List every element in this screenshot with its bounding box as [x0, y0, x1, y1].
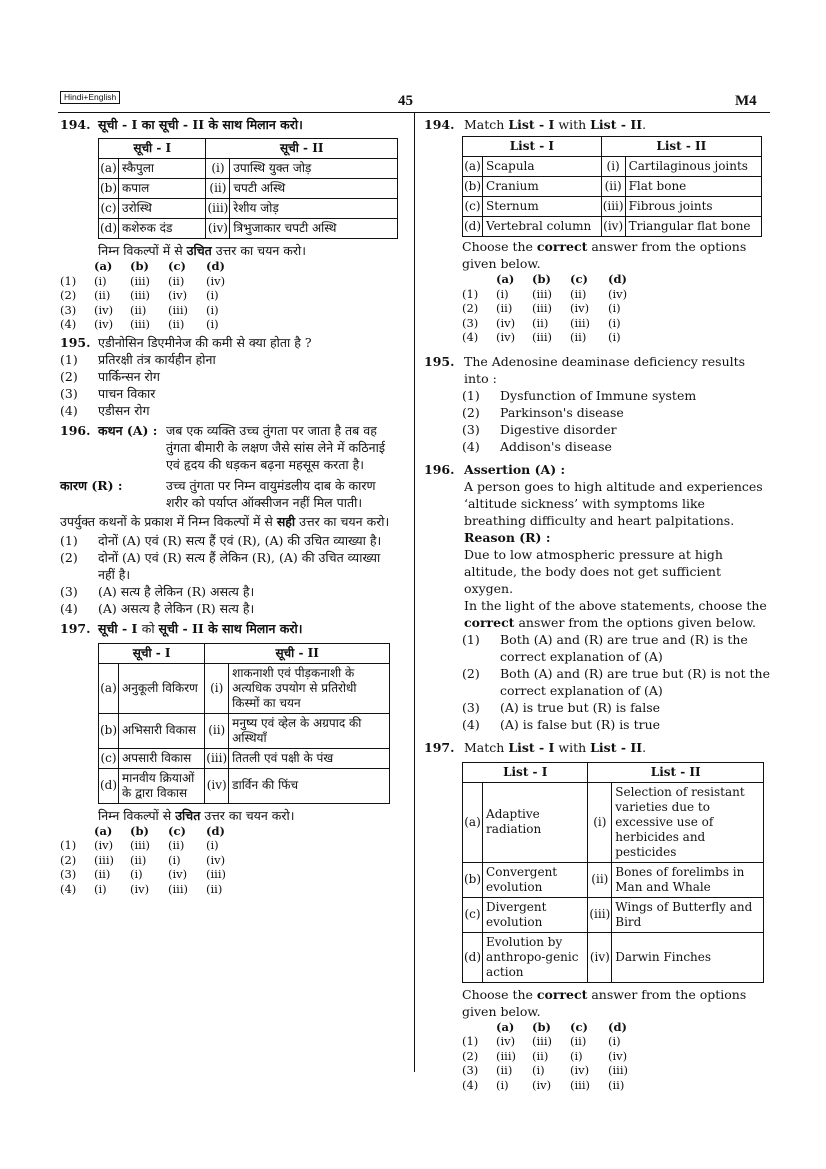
row-label: (a) [99, 159, 119, 179]
option-header: (c) [570, 1019, 588, 1034]
question-197-hi [60, 620, 400, 897]
choice-text: Dysfunction of Immune system [500, 387, 697, 403]
row-text: Flat bone [625, 177, 761, 197]
row-text: उपास्थि युक्त जोड़ [230, 159, 398, 179]
option-value: (ii) [570, 286, 587, 301]
option-value: (iii) [532, 330, 553, 344]
choice-number: (2) [60, 368, 78, 384]
question-194-en [424, 116, 770, 133]
option-header: (a) [496, 272, 515, 286]
row-label: (c) [463, 897, 483, 932]
option-value: (ii) [532, 315, 549, 330]
option-header: (d) [608, 272, 627, 286]
row-label: (a) [463, 157, 483, 177]
row-label: (b) [463, 177, 483, 197]
choice-text: (A) सत्य है लेकिन (R) असत्य है। [98, 583, 255, 599]
match-table [98, 643, 390, 804]
instruction: निम्न विकल्पों से उचित उत्तर का चयन करो। [98, 807, 295, 823]
option-value: (i) [608, 1034, 621, 1048]
reason-label: Reason (R) : [464, 529, 551, 545]
option-value: (i) [206, 288, 219, 302]
option-value: (iii) [532, 286, 553, 301]
option-value: (ii) [94, 867, 111, 881]
instruction: निम्न विकल्पों में से उचित उत्तर का चयन करो। [98, 243, 306, 258]
option-value: (iv) [130, 881, 150, 896]
answer-choice[interactable] [462, 404, 770, 421]
option-number[interactable]: (2) [462, 1048, 479, 1063]
table-row [463, 177, 762, 197]
option-header: (a) [94, 823, 113, 838]
option-number[interactable]: (1) [60, 273, 77, 288]
option-value: (iii) [130, 838, 151, 852]
option-value: (iii) [570, 1077, 591, 1092]
row-text: Cartilaginous joints [625, 157, 761, 177]
question-196-hi [60, 422, 400, 473]
answer-options [462, 1020, 770, 1093]
option-header [60, 259, 94, 274]
answer-choice[interactable] [462, 665, 770, 699]
option-value: (iii) [532, 301, 553, 315]
row-text: Selection of resistant varieties due to excessive use of herbicides and pesticides [612, 782, 764, 862]
option-value: (iv) [206, 852, 226, 867]
answer-choice[interactable] [462, 716, 770, 733]
option-value: (iv) [608, 286, 628, 301]
choice-text: Both (A) and (R) are true and (R) is the correct explanation of (A) [500, 631, 748, 664]
match-table [462, 136, 762, 237]
choice-text: Parkinson's disease [500, 404, 624, 420]
choice-text: (A) असत्य है लेकिन (R) सत्य है। [98, 600, 255, 616]
assertion-label: Assertion (A) : [464, 461, 566, 477]
row-label: (ii) [588, 862, 612, 897]
option-value: (i) [94, 273, 107, 288]
option-value: (iv) [570, 1063, 590, 1077]
english-column [424, 116, 770, 1092]
table-header: List - I [463, 137, 602, 157]
option-value: (ii) [130, 852, 147, 867]
row-text: Wings of Butterfly and Bird [612, 897, 764, 932]
option-header: (b) [532, 1019, 551, 1034]
option-value: (iii) [206, 867, 227, 881]
answer-choice[interactable] [60, 351, 400, 368]
row-text: Evolution by anthropo-genic action [483, 932, 588, 982]
choice-text: दोनों (A) एवं (R) सत्य हैं लेकिन (R), (A) की उचित व्याख्या नहीं है। [98, 549, 381, 582]
option-number[interactable]: (3) [60, 302, 77, 317]
row-text: स्कैपुला [119, 159, 206, 179]
option-value: (i) [532, 1063, 545, 1077]
question-stem: Match List - I with List - II. [464, 117, 647, 132]
option-header: (c) [570, 272, 588, 286]
option-value: (iii) [532, 1034, 553, 1048]
hindi-column [60, 116, 400, 896]
table-row [99, 768, 390, 803]
row-label: (c) [463, 197, 483, 217]
question-195-en [424, 353, 770, 387]
row-label: (iii) [601, 197, 625, 217]
table-row [99, 219, 398, 239]
answer-options [462, 272, 770, 345]
option-value: (iv) [94, 838, 114, 852]
option-header: (c) [168, 823, 186, 838]
option-value: (iv) [206, 273, 226, 288]
option-value: (iv) [94, 317, 114, 331]
option-value: (iv) [532, 1077, 552, 1092]
row-text: उरोस्थि [119, 199, 206, 219]
question-195-hi [60, 334, 400, 419]
table-row [463, 897, 764, 932]
row-text: डार्विन की फिंच [229, 768, 390, 803]
row-text: अनुकूली विकिरण [119, 663, 205, 713]
answer-choice[interactable] [60, 532, 400, 549]
table-row [99, 663, 390, 713]
row-text: Vertebral column [483, 217, 602, 237]
answer-choice[interactable] [60, 385, 400, 402]
answer-choice[interactable] [60, 402, 400, 419]
option-value: (ii) [94, 288, 111, 302]
answer-choice[interactable] [60, 600, 400, 617]
question-194-hi [60, 116, 400, 332]
option-value: (iii) [94, 852, 115, 867]
option-header: (b) [532, 272, 551, 286]
option-number[interactable]: (2) [462, 301, 479, 315]
row-label: (d) [99, 768, 119, 803]
answer-choice[interactable] [60, 368, 400, 385]
option-value: (iii) [168, 881, 189, 896]
table-row [99, 159, 398, 179]
question-stem: सूची - I को सूची - II के साथ मिलान करो। [98, 620, 303, 636]
choice-text: Addison's disease [500, 438, 612, 454]
option-value: (ii) [168, 317, 185, 331]
option-header [462, 272, 496, 287]
question-stem: Match List - I with List - II. [464, 739, 647, 755]
row-label: (d) [463, 217, 483, 237]
table-header: List - I [463, 762, 588, 782]
option-value: (i) [496, 1077, 509, 1092]
option-value: (i) [206, 302, 219, 317]
row-text: Fibrous joints [625, 197, 761, 217]
language-tag: Hindi+English [60, 91, 120, 104]
option-value: (i) [168, 852, 181, 867]
table-header: सूची - II [205, 643, 390, 663]
question-stem: एडीनोसिन डिएमीनेज की कमी से क्या होता है ? [98, 334, 312, 350]
option-value: (ii) [206, 881, 223, 896]
option-number[interactable]: (2) [60, 288, 77, 302]
match-table [462, 762, 764, 983]
row-text: अपसारी विकास [119, 748, 205, 768]
question-number: 194. [424, 117, 455, 132]
question-number: 194. [60, 117, 91, 132]
match-table [98, 138, 398, 239]
question-number: 195. [424, 353, 455, 369]
option-value: (i) [570, 1048, 583, 1063]
row-text: Convergent evolution [483, 862, 588, 897]
option-value: (ii) [168, 838, 185, 852]
row-label: (b) [99, 179, 119, 199]
option-number[interactable]: (4) [60, 881, 77, 896]
row-label: (iv) [601, 217, 625, 237]
choice-number: (3) [60, 385, 78, 401]
row-text: Cranium [483, 177, 602, 197]
row-label: (i) [205, 663, 229, 713]
question-196-en [424, 461, 770, 631]
answer-choice[interactable] [462, 438, 770, 455]
choice-text: दोनों (A) एवं (R) सत्य हैं एवं (R), (A) की उचित व्याख्या है। [98, 532, 382, 548]
option-header [462, 1020, 496, 1035]
option-value: (iv) [168, 288, 188, 302]
choice-number: (4) [462, 716, 480, 732]
reason-text: Due to low atmospheric pressure at high altitude, the body does not get sufficient oxygen. [464, 546, 723, 596]
option-number[interactable]: (1) [462, 286, 479, 301]
choice-number: (1) [462, 631, 480, 647]
option-header: (d) [608, 1019, 627, 1034]
table-row [99, 748, 390, 768]
table-header: सूची - II [206, 139, 398, 159]
choice-text: प्रतिरक्षी तंत्र कार्यहीन होना [98, 351, 216, 367]
option-value: (iv) [168, 867, 188, 881]
option-value: (iv) [94, 302, 114, 317]
table-header: List - II [601, 137, 761, 157]
choice-text: Digestive disorder [500, 421, 617, 437]
row-text: मानवीय क्रियाओं के द्वारा विकास [119, 768, 205, 803]
option-value: (ii) [570, 330, 587, 344]
instruction: In the light of the above statements, choose the correct answer from the options given below. [464, 597, 767, 630]
choice-number: (3) [462, 421, 480, 437]
question-number: 196. [60, 422, 91, 438]
answer-options [60, 259, 400, 332]
row-text: कपाल [119, 179, 206, 199]
question-197-en [424, 739, 770, 756]
option-value: (ii) [168, 273, 185, 288]
choice-number: (3) [60, 583, 78, 599]
row-label: (iii) [205, 748, 229, 768]
table-row [99, 199, 398, 219]
row-text: Scapula [483, 157, 602, 177]
option-number[interactable]: (3) [462, 1063, 479, 1077]
option-value: (ii) [608, 1077, 625, 1092]
option-header: (a) [496, 1019, 515, 1034]
row-text: रेशीय जोड़ [230, 199, 398, 219]
row-text: Sternum [483, 197, 602, 217]
row-text: Darwin Finches [612, 932, 764, 982]
row-text: मनुष्य एवं व्हेल के अग्रपाद की अस्थियाँ [229, 713, 390, 748]
option-header: (c) [168, 259, 186, 273]
row-text: Triangular flat bone [625, 217, 761, 237]
row-text: Adaptive radiation [483, 782, 588, 862]
row-text: तितली एवं पक्षी के पंख [229, 748, 390, 768]
row-label: (iv) [588, 932, 612, 982]
choice-number: (4) [60, 402, 78, 418]
instruction: Choose the correct answer from the options given below. [462, 239, 747, 271]
question-number: 197. [60, 620, 91, 636]
option-number[interactable]: (4) [462, 330, 479, 344]
row-label: (a) [99, 663, 119, 713]
choice-text: पार्किन्सन रोग [98, 368, 160, 384]
table-row [463, 157, 762, 177]
row-label: (ii) [601, 177, 625, 197]
table-row [463, 782, 764, 862]
choice-number: (1) [60, 532, 78, 548]
assertion: कथन (A) : जब एक व्यक्ति उच्च तुंगता पर जाता है तब वह तुंगता बीमारी के लक्षण जैसे सांस लेने में कठिनाई एवं हृदय की धड़कन बढ़ना महसूस करता है। [98, 422, 385, 472]
instruction: Choose the correct answer from the options given below. [462, 986, 747, 1019]
row-text: Divergent evolution [483, 897, 588, 932]
answer-options [60, 824, 400, 897]
choice-text: एडीसन रोग [98, 402, 150, 418]
choice-text: Both (A) and (R) are true but (R) is not the correct explanation of (A) [500, 665, 770, 698]
option-number[interactable]: (3) [60, 867, 77, 881]
table-row [463, 932, 764, 982]
option-value: (i) [496, 286, 509, 301]
row-text: कशेरुक दंड [119, 219, 206, 239]
reason-hi: कारण (R) : उच्च तुंगता पर निम्न वायुमंडलीय दाब के कारण शरीर को पर्याप्त ऑक्सीजन नहीं मिल पाती। [60, 477, 376, 510]
row-text: चपटी अस्थि [230, 179, 398, 199]
table-header: सूची - I [99, 139, 206, 159]
row-label: (b) [463, 862, 483, 897]
row-label: (b) [99, 713, 119, 748]
option-value: (ii) [130, 302, 147, 317]
choice-number: (1) [60, 351, 78, 367]
option-header [60, 824, 94, 839]
option-number[interactable]: (1) [462, 1034, 479, 1048]
option-header: (b) [130, 259, 149, 273]
option-value: (iv) [496, 330, 516, 344]
choice-text: पाचन विकार [98, 385, 156, 401]
option-value: (ii) [496, 1063, 513, 1077]
answer-choice[interactable] [462, 387, 770, 404]
row-label: (i) [206, 159, 230, 179]
row-label: (c) [99, 748, 119, 768]
row-label: (d) [463, 932, 483, 982]
option-value: (iii) [570, 315, 591, 330]
row-text: अभिसारी विकास [119, 713, 205, 748]
question-number: 196. [424, 461, 455, 477]
option-header: (b) [130, 823, 149, 838]
option-number[interactable]: (2) [60, 852, 77, 867]
table-row [99, 713, 390, 748]
option-header: (d) [206, 259, 225, 273]
column-divider [414, 112, 415, 1072]
answer-choice[interactable] [462, 421, 770, 438]
option-value: (i) [608, 301, 621, 315]
row-label: (i) [588, 782, 612, 862]
row-label: (iii) [206, 199, 230, 219]
option-value: (i) [206, 838, 219, 852]
row-text: त्रिभुजाकार चपटी अस्थि [230, 219, 398, 239]
option-value: (i) [130, 867, 143, 881]
choice-text: (A) is true but (R) is false [500, 699, 661, 715]
answer-choice[interactable] [60, 549, 400, 583]
option-value: (ii) [570, 1034, 587, 1048]
choice-number: (2) [462, 665, 480, 681]
question-number: 197. [424, 739, 455, 755]
option-value: (iii) [130, 273, 151, 288]
table-row [99, 179, 398, 199]
instruction: उपर्युक्त कथनों के प्रकाश में निम्न विकल्पों में से सही उत्तर का चयन करो। [60, 513, 390, 529]
option-value: (iii) [608, 1063, 629, 1077]
row-label: (ii) [205, 713, 229, 748]
option-number[interactable]: (1) [60, 838, 77, 852]
table-row [463, 217, 762, 237]
question-stem: सूची - I का सूची - II के साथ मिलान करो। [98, 117, 303, 132]
option-header: (a) [94, 259, 113, 273]
table-header: List - II [588, 762, 764, 782]
option-value: (iv) [496, 1034, 516, 1048]
row-text: शाकनाशी एवं पीड़कनाशी के अत्यधिक उपयोग से प्रतिरोधी किस्मों का चयन [229, 663, 390, 713]
question-stem: The Adenosine deaminase deficiency results into : [464, 353, 746, 386]
option-value: (iii) [168, 302, 189, 317]
choice-number: (4) [462, 438, 480, 454]
option-value: (iv) [570, 301, 590, 315]
row-text: Bones of forelimbs in Man and Whale [612, 862, 764, 897]
row-label: (iv) [206, 219, 230, 239]
option-value: (iii) [130, 317, 151, 331]
choice-number: (1) [462, 387, 480, 403]
row-label: (iv) [205, 768, 229, 803]
row-label: (c) [99, 199, 119, 219]
option-value: (i) [206, 317, 219, 331]
option-value: (iv) [496, 315, 516, 330]
option-value: (ii) [496, 301, 513, 315]
paper-code: M4 [735, 93, 757, 109]
answer-choice[interactable] [462, 699, 770, 716]
answer-choice[interactable] [462, 631, 770, 665]
page-number: 45 [398, 93, 413, 109]
choice-text: (A) is false but (R) is true [500, 716, 661, 732]
row-label: (a) [463, 782, 483, 862]
option-value: (i) [94, 881, 107, 896]
table-row [463, 197, 762, 217]
option-header: (d) [206, 823, 225, 838]
option-number[interactable]: (4) [462, 1077, 479, 1092]
option-value: (iii) [496, 1048, 517, 1063]
option-value: (i) [608, 330, 621, 344]
option-value: (ii) [532, 1048, 549, 1063]
table-row [463, 862, 764, 897]
row-label: (i) [601, 157, 625, 177]
row-label: (d) [99, 219, 119, 239]
choice-number: (3) [462, 699, 480, 715]
option-number[interactable]: (4) [60, 317, 77, 331]
question-number: 195. [60, 334, 91, 350]
choice-number: (4) [60, 600, 78, 616]
choice-number: (2) [462, 404, 480, 420]
choice-number: (2) [60, 549, 78, 565]
option-value: (iii) [130, 288, 151, 302]
row-label: (ii) [206, 179, 230, 199]
option-value: (iv) [608, 1048, 628, 1063]
answer-choice[interactable] [60, 583, 400, 600]
option-number[interactable]: (3) [462, 315, 479, 330]
assertion-text: A person goes to high altitude and experiences ‘altitude sickness’ with symptoms like breathing difficulty and heart palpitations. [464, 478, 763, 528]
option-value: (i) [608, 315, 621, 330]
row-label: (iii) [588, 897, 612, 932]
table-header: सूची - I [99, 643, 205, 663]
